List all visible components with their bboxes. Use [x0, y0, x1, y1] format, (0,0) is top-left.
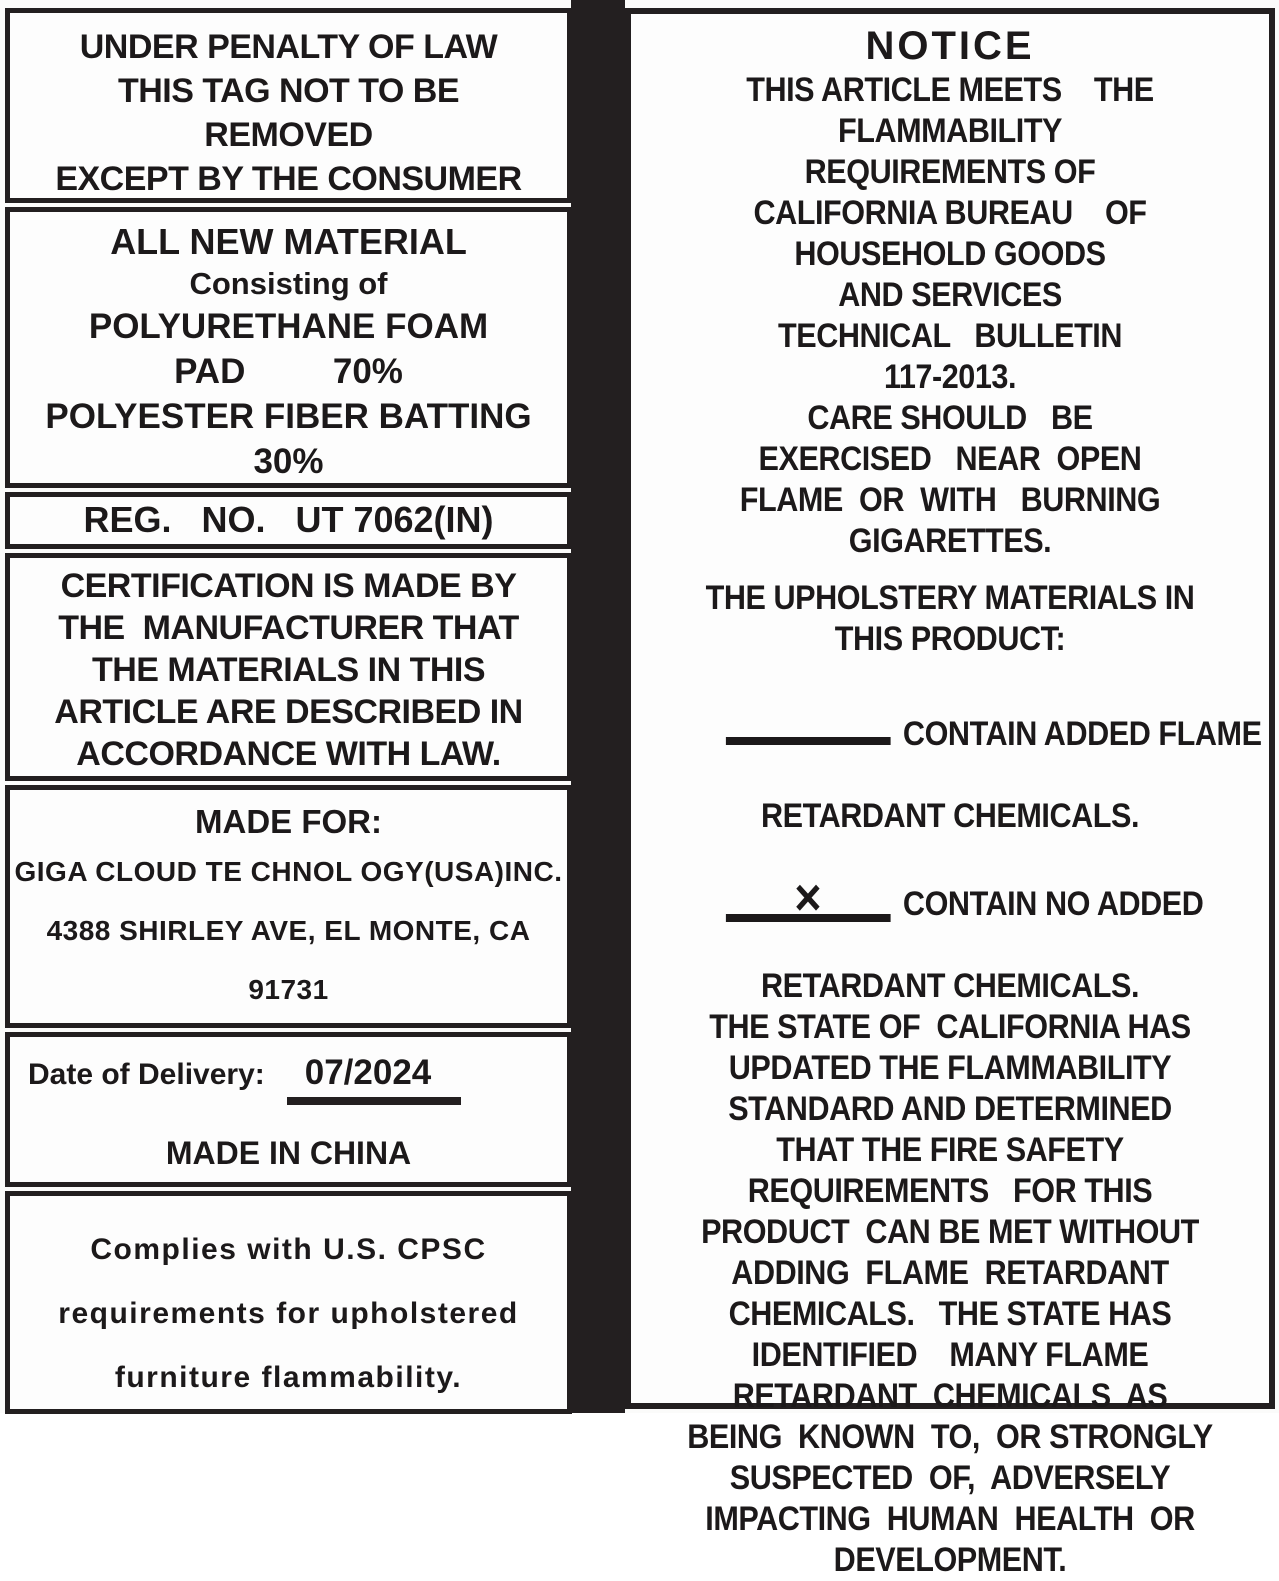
- made-for-heading: MADE FOR:: [195, 803, 382, 840]
- text-line: THIS PRODUCT:: [834, 620, 1066, 658]
- text-line: POLYESTER FIBER BATTING: [45, 397, 532, 436]
- text-line: CHEMICALS. THE STATE HAS: [728, 1295, 1172, 1333]
- upholstery-heading: [633, 578, 1267, 660]
- cpsc-compliance-box: [5, 1191, 572, 1414]
- text-line: CALIFORNIA BUREAU OF: [753, 194, 1147, 232]
- text-line: IDENTIFIED MANY FLAME: [751, 1336, 1149, 1374]
- text-line: HOUSEHOLD GOODS: [794, 235, 1106, 273]
- notice-closing: [633, 1007, 1267, 1581]
- x-mark: ×: [794, 869, 822, 927]
- text-line: SUSPECTED OF, ADVERSELY: [729, 1459, 1171, 1497]
- text-line: STANDARD AND DETERMINED: [728, 1090, 1172, 1128]
- notice-panel: [625, 8, 1275, 1579]
- text-line: THAT THE FIRE SAFETY: [776, 1131, 1124, 1169]
- text-line: 91731: [248, 974, 329, 1005]
- text-line: RETARDANT CHEMICALS AS: [732, 1377, 1168, 1415]
- option-added-text2: RETARDANT CHEMICALS.: [760, 797, 1139, 835]
- text-line: POLYURETHANE FOAM: [88, 307, 489, 346]
- text-line: UNDER PENALTY OF LAW: [79, 28, 498, 66]
- notice-intro: [633, 70, 1267, 562]
- option-no-added-text: CONTAIN NO ADDED: [902, 885, 1204, 923]
- text-line: FLAME OR WITH BURNING: [739, 481, 1161, 519]
- text-line: FLAMMABILITY: [837, 112, 1063, 150]
- text-line: THE MATERIALS IN THIS: [91, 651, 486, 689]
- option-no-added-text2: RETARDANT CHEMICALS.: [760, 967, 1139, 1005]
- text-line: furniture flammability.: [114, 1361, 463, 1394]
- company-address: [10, 842, 567, 1019]
- option-added-text: CONTAIN ADDED FLAME: [902, 715, 1262, 753]
- notice-title: NOTICE: [865, 24, 1035, 68]
- delivery-date-row: [28, 1053, 567, 1105]
- text-line: PRODUCT CAN BE MET WITHOUT: [701, 1213, 1199, 1251]
- text-line: 30%: [253, 442, 324, 481]
- delivery-date-label: Date of Delivery:: [28, 1058, 265, 1091]
- text-line: CERTIFICATION IS MADE BY: [60, 567, 517, 605]
- text-line: THE MANUFACTURER THAT: [58, 609, 519, 647]
- penalty-warning-box: [5, 8, 572, 203]
- option-contain-added: [665, 660, 1262, 796]
- text-line: requirements for upholstered: [58, 1297, 519, 1330]
- text-line: THIS TAG NOT TO BE: [117, 72, 460, 110]
- text-line: CARE SHOULD BE: [807, 399, 1093, 437]
- text-line: ARTICLE ARE DESCRIBED IN: [54, 693, 523, 731]
- spacer: [633, 562, 1267, 578]
- text-line: Complies with U.S. CPSC: [90, 1233, 487, 1266]
- text-line: ACCORDANCE WITH LAW.: [76, 735, 501, 773]
- material-lines: [10, 304, 567, 484]
- text-line: GIGA CLOUD TE CHNOL OGY(USA)INC.: [14, 856, 563, 887]
- text-line: AND SERVICES: [838, 276, 1062, 314]
- text-line: GIGARETTES.: [848, 522, 1052, 560]
- text-line: REQUIREMENTS FOR THIS: [747, 1172, 1153, 1210]
- text-line: REQUIREMENTS OF: [804, 153, 1096, 191]
- registration-number-box: [5, 492, 572, 549]
- material-title: ALL NEW MATERIAL: [110, 221, 467, 262]
- text-line: EXERCISED NEAR OPEN: [758, 440, 1142, 478]
- delivery-date-box: [5, 1032, 572, 1187]
- checkbox-underline-marked: [726, 869, 891, 927]
- text-line: ADDING FLAME RETARDANT: [731, 1254, 1169, 1292]
- text-line: THE STATE OF CALIFORNIA HAS: [709, 1008, 1191, 1046]
- text-line: THE UPHOLSTERY MATERIALS IN: [705, 579, 1195, 617]
- delivery-date-value: 07/2024: [287, 1053, 462, 1105]
- left-column: [5, 8, 572, 1418]
- text-line: BEING KNOWN TO, OR STRONGLY: [687, 1418, 1213, 1456]
- column-divider-bar: [571, 0, 625, 1413]
- made-for-box: [5, 785, 572, 1028]
- made-in-china-label: MADE IN CHINA: [165, 1135, 412, 1171]
- text-line: THIS ARTICLE MEETS THE: [746, 71, 1154, 109]
- material-subtitle: Consisting of: [189, 266, 388, 301]
- option-contain-no-added: [665, 837, 1236, 966]
- blank-mark: [726, 701, 891, 737]
- registration-number: REG. NO. UT 7062(IN): [83, 499, 494, 540]
- material-contents-box: [5, 207, 572, 488]
- text-line: REMOVED: [204, 116, 373, 154]
- text-line: 4388 SHIRLEY AVE, EL MONTE, CA: [46, 915, 531, 946]
- text-line: PAD 70%: [174, 352, 403, 391]
- text-line: TECHNICAL BULLETIN: [777, 317, 1123, 355]
- text-line: UPDATED THE FLAMMABILITY: [728, 1049, 1172, 1087]
- certification-statement-box: [5, 553, 572, 781]
- text-line: 117-2013.: [883, 358, 1017, 396]
- text-line: IMPACTING HUMAN HEALTH OR: [705, 1500, 1195, 1538]
- text-line: DEVELOPMENT.: [833, 1541, 1067, 1579]
- checkbox-underline-blank: [726, 701, 891, 745]
- text-line: EXCEPT BY THE CONSUMER: [55, 160, 522, 198]
